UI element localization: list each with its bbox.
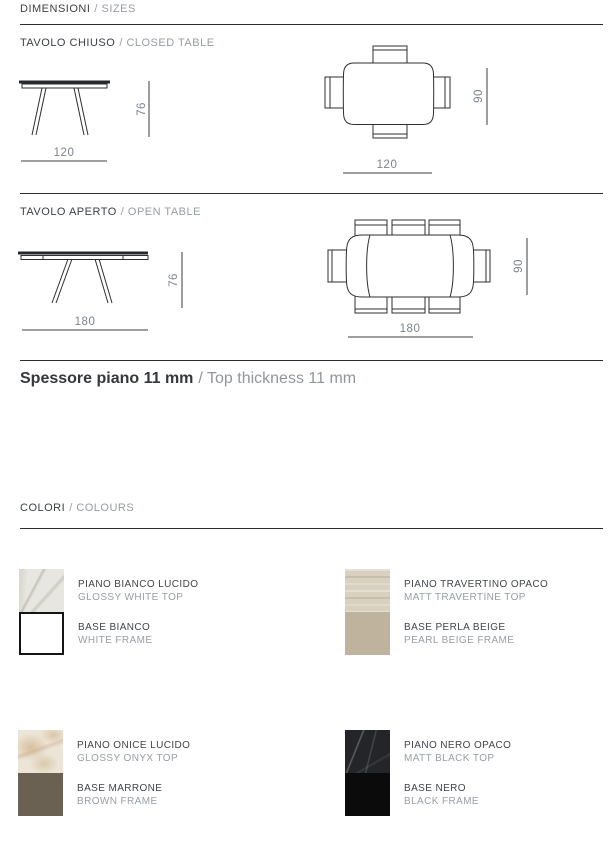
divider: [20, 528, 603, 529]
finish-name-en: WHITE FRAME: [78, 635, 153, 646]
finish-name-en: GLOSSY WHITE TOP: [78, 592, 184, 603]
divider: [20, 360, 603, 361]
finish-name-en: BLACK FRAME: [404, 796, 479, 807]
finish-base-row: [345, 612, 613, 655]
pearl-beige-frame-swatch: [345, 612, 390, 655]
finish-labels: [404, 730, 511, 765]
white-marble-top-swatch: [19, 569, 64, 612]
finish-name-en: MATT TRAVERTINE TOP: [404, 592, 526, 603]
finish-top-row: [18, 730, 318, 773]
finish-name-it: PIANO ONICE LUCIDO: [77, 740, 191, 751]
finish-labels: [78, 612, 152, 647]
divider: [20, 193, 603, 194]
divider: [20, 24, 603, 25]
colors-section-title: [20, 502, 134, 514]
finish-group-white: [19, 569, 319, 655]
brown-frame-swatch: [18, 773, 63, 816]
top-thickness-note-it: Spessore piano 11 mm: [20, 370, 194, 387]
finish-name-it: BASE BIANCO: [78, 622, 151, 633]
white-frame-swatch: [19, 612, 64, 655]
open-table-top-view-drawing: [320, 210, 540, 350]
dimension-label-open-height: 76: [168, 273, 180, 287]
dimension-label-open-width-side: 180: [74, 316, 96, 328]
finish-name-en: PEARL BEIGE FRAME: [404, 635, 515, 646]
finish-name-it: BASE PERLA BEIGE: [404, 622, 506, 633]
finish-base-row: [19, 612, 319, 655]
finish-name-it: BASE MARRONE: [77, 783, 163, 794]
finish-base-row: [18, 773, 318, 816]
open-table-side-view-drawing: [10, 245, 200, 340]
finish-top-row: [19, 569, 319, 612]
finish-labels: [404, 612, 514, 647]
open-table-title: [20, 206, 201, 218]
dimension-label-open-depth: 90: [513, 259, 525, 273]
top-thickness-note: [20, 370, 356, 388]
travertine-top-swatch: [345, 569, 390, 612]
finish-name-it: PIANO NERO OPACO: [404, 740, 512, 751]
open-table-title-en: / OPEN TABLE: [120, 206, 201, 218]
onyx-top-swatch: [18, 730, 63, 773]
finish-base-row: [345, 773, 613, 816]
finish-labels: [78, 569, 198, 604]
finish-labels: [77, 773, 162, 808]
finish-name-en: BROWN FRAME: [77, 796, 158, 807]
finish-name-it: BASE NERO: [404, 783, 466, 794]
finish-group-black: [345, 730, 613, 816]
finish-name-en: MATT BLACK TOP: [404, 753, 495, 764]
closed-table-side-view-drawing: [10, 70, 170, 170]
closed-table-title: [20, 37, 215, 49]
finish-group-onyx: [18, 730, 318, 816]
finish-labels: [404, 569, 548, 604]
dimension-label-closed-width-top: 120: [376, 159, 398, 171]
page-title-it: DIMENSIONI: [20, 3, 91, 15]
top-thickness-note-en: / Top thickness 11 mm: [198, 370, 357, 387]
finish-labels: [77, 730, 190, 765]
black-frame-swatch: [345, 773, 390, 816]
dimension-label-closed-width-side: 120: [53, 147, 75, 159]
closed-table-title-en: / CLOSED TABLE: [119, 37, 215, 49]
colors-section-title-en: / COLOURS: [69, 502, 135, 514]
finish-name-it: PIANO TRAVERTINO OPACO: [404, 579, 549, 590]
open-table-title-it: TAVOLO APERTO: [20, 206, 117, 218]
finish-labels: [404, 773, 479, 808]
dimension-label-open-width-top: 180: [399, 323, 421, 335]
closed-table-title-it: TAVOLO CHIUSO: [20, 37, 116, 49]
finish-name-it: PIANO BIANCO LUCIDO: [78, 579, 199, 590]
colors-section-title-it: COLORI: [20, 502, 66, 514]
closed-table-top-view-drawing: [320, 44, 505, 184]
page-title-en: / SIZES: [94, 3, 136, 15]
finish-top-row: [345, 569, 613, 612]
dimension-label-closed-height: 76: [136, 102, 148, 116]
finish-top-row: [345, 730, 613, 773]
dimension-label-closed-depth: 90: [473, 89, 485, 103]
page-title: [20, 3, 136, 15]
black-marble-top-swatch: [345, 730, 390, 773]
finish-group-travertine: [345, 569, 613, 655]
finish-name-en: GLOSSY ONYX TOP: [77, 753, 179, 764]
